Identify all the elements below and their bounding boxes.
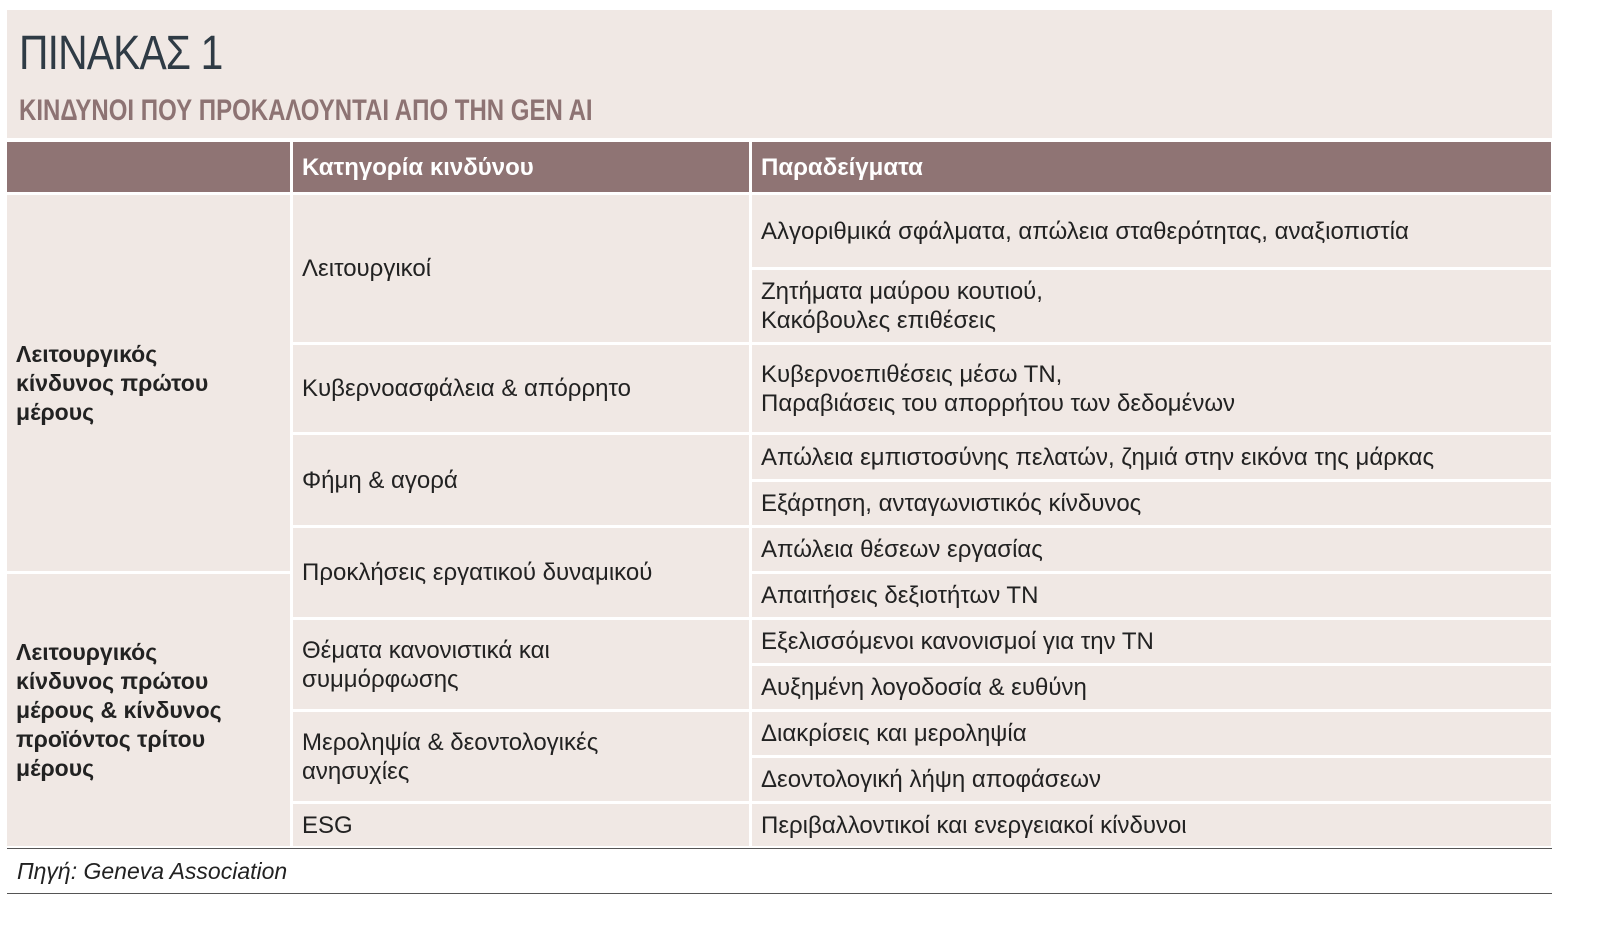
- risk-table: [7, 142, 1552, 846]
- table-title: ΠΙΝΑΚΑΣ 1: [19, 27, 223, 80]
- header-examples: Παραδείγματα: [752, 142, 1551, 192]
- example-cell: Απώλεια θέσεων εργασίας: [752, 528, 1551, 571]
- example-cell: Απαιτήσεις δεξιοτήτων ΤΝ: [752, 574, 1551, 617]
- example-cell: Περιβαλλοντικοί και ενεργειακοί κίνδυνοι: [752, 804, 1551, 846]
- example-cell: Διακρίσεις και μεροληψία: [752, 712, 1551, 755]
- group-label: Λειτουργικός κίνδυνος πρώτου μέρους & κίνδυνος προϊόντος τρίτου μέρους: [7, 574, 290, 846]
- category-cell: Θέματα κανονιστικά και συμμόρφωσης: [293, 620, 749, 709]
- example-cell: Αλγοριθμικά σφάλματα, απώλεια σταθερότητας, αναξιοπιστία: [752, 195, 1551, 267]
- example-cell: Ζητήματα μαύρου κουτιού, Κακόβουλες επιθέσεις: [752, 270, 1551, 342]
- source-text: Πηγή: Geneva Association: [17, 858, 288, 884]
- source-line: [7, 848, 1552, 894]
- example-cell: Αυξημένη λογοδοσία & ευθύνη: [752, 666, 1551, 709]
- table-subtitle: ΚΙΝΔΥΝΟΙ ΠΟΥ ΠΡΟΚΑΛΟΥΝΤΑΙ ΑΠΟ ΤΗΝ GEN AI: [19, 94, 593, 127]
- group-label: Λειτουργικός κίνδυνος πρώτου μέρους: [7, 195, 290, 571]
- example-cell: Κυβερνοεπιθέσεις μέσω ΤΝ, Παραβιάσεις του απορρήτου των δεδομένων: [752, 345, 1551, 432]
- category-cell: Μεροληψία & δεοντολογικές ανησυχίες: [293, 712, 749, 801]
- category-cell: Λειτουργικοί: [293, 195, 749, 342]
- category-cell: ESG: [293, 804, 749, 846]
- example-cell: Εξελισσόμενοι κανονισμοί για την ΤΝ: [752, 620, 1551, 663]
- example-cell: Απώλεια εμπιστοσύνης πελατών, ζημιά στην εικόνα της μάρκας: [752, 435, 1551, 479]
- category-cell: Κυβερνοασφάλεια & απόρρητο: [293, 345, 749, 432]
- example-cell: Δεοντολογική λήψη αποφάσεων: [752, 758, 1551, 801]
- example-cell: Εξάρτηση, ανταγωνιστικός κίνδυνος: [752, 482, 1551, 525]
- category-cell: Προκλήσεις εργατικού δυναμικού: [293, 528, 749, 617]
- title-panel: [7, 10, 1552, 138]
- header-empty: [7, 142, 290, 192]
- header-category: Κατηγορία κινδύνου: [293, 142, 749, 192]
- category-cell: Φήμη & αγορά: [293, 435, 749, 525]
